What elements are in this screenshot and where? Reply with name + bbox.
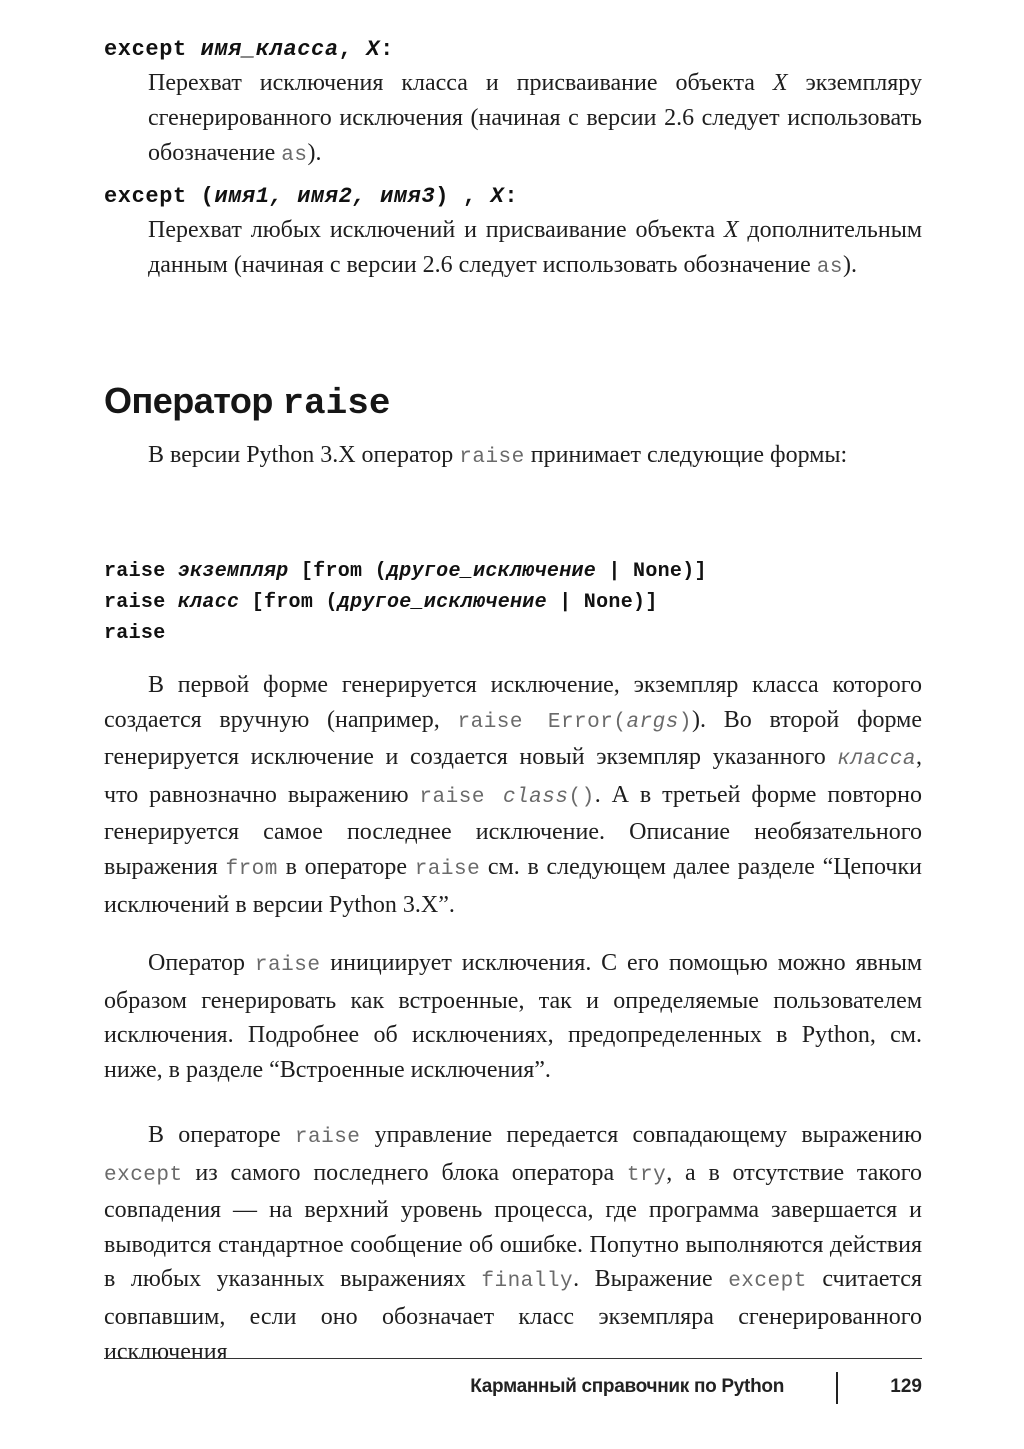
text: . Выражение xyxy=(573,1266,729,1293)
keyword: raise xyxy=(104,622,166,645)
argument: класс xyxy=(177,591,240,614)
page-number: 129 xyxy=(890,1376,922,1397)
code-text: [from ( xyxy=(288,560,387,583)
keyword: raise xyxy=(104,591,166,614)
footer-divider xyxy=(104,1358,922,1359)
intro-paragraph xyxy=(104,438,922,476)
code-as: as xyxy=(816,256,843,279)
inline-code: except xyxy=(104,1163,183,1187)
inline-code: finally xyxy=(481,1270,574,1294)
argument: другое_исключение xyxy=(337,591,547,614)
argument: экземпляр xyxy=(177,560,289,583)
except-tuple-signature xyxy=(104,181,922,213)
book-title: Карманный справочник по Python xyxy=(470,1376,784,1397)
variable: X xyxy=(366,37,381,62)
text: Оператор xyxy=(148,950,255,976)
code-text: | None)] xyxy=(596,560,707,583)
paren-open: ( xyxy=(186,184,215,209)
inline-code: () xyxy=(568,785,595,809)
text: из самого последнего блока оператора xyxy=(182,1159,627,1186)
text: инициирует исключения. С его помощью можно явным образом генерировать как встроенные, так и определяемые пользователем исключения. Подробнее об исключениях, предопределенных в Python, см. ниже, в разделе “Встроенные исключения”. xyxy=(104,950,923,1083)
inline-code: from xyxy=(225,857,278,881)
text: В первой форме генерируется исключение, экземпляр класса которого создается вручную (например, xyxy=(104,672,922,733)
paren-close: ) , xyxy=(435,184,491,209)
code-text: [from ( xyxy=(239,591,338,614)
except-tuple-description xyxy=(148,213,922,285)
text: считается совпавшим, если оно обозначает класс экземпляра сгенерированного исключения xyxy=(104,1266,922,1365)
section-heading xyxy=(104,380,390,424)
text: . А в третьей форме повторно генерируется самое последнее исключение. Описание необязательного выражения xyxy=(104,781,922,880)
except-class-signature xyxy=(104,34,922,66)
inline-code: args xyxy=(626,710,679,734)
except-class-description xyxy=(148,66,922,173)
code-line xyxy=(104,587,922,618)
inline-code: raise Error( xyxy=(457,710,627,734)
text: ). xyxy=(842,252,857,278)
code-as: as xyxy=(281,144,308,167)
code-text: | None)] xyxy=(546,591,658,614)
inline-code: класса xyxy=(837,748,916,772)
argument: другое_исключение xyxy=(386,560,597,583)
text: принимает следующие формы: xyxy=(524,442,848,468)
code-line xyxy=(104,556,922,587)
arguments: имя1, имя2, имя3 xyxy=(214,184,436,209)
text: Перехват исключения класса и присваивание объекта xyxy=(148,70,773,96)
text: ). xyxy=(307,140,322,166)
text: ). Во второй форме генерируется исключение и создается новый экземпляр указанного xyxy=(104,706,922,771)
page-footer xyxy=(104,1372,922,1406)
text: Перехват любых исключений и присваивание объекта xyxy=(148,217,724,243)
argument: имя_класса xyxy=(200,37,339,62)
inline-code: except xyxy=(728,1270,807,1294)
text: , а в отсутствие такого совпадения — на верхний уровень процесса, где программа завершается и выводится стандартное сообщение об ошибке. Попутно выполняются действия в любых указанных выражениях xyxy=(104,1159,923,1293)
raise-forms-code xyxy=(104,556,922,649)
text: В операторе xyxy=(148,1122,295,1148)
except-tuple-entry xyxy=(104,181,922,285)
keyword: except xyxy=(104,184,187,209)
page-content xyxy=(104,34,923,1365)
body-paragraph-1 xyxy=(104,668,922,922)
var-name: X xyxy=(772,70,788,96)
inline-code xyxy=(485,786,503,809)
heading-code: raise xyxy=(282,383,391,424)
body-paragraph-2 xyxy=(104,946,922,1087)
text: см. в следующем далее разделе “Цепочки исключений в версии Python 3.X”. xyxy=(104,853,922,918)
separator: , xyxy=(338,37,367,62)
footer-separator xyxy=(836,1372,838,1404)
keyword: raise xyxy=(104,560,166,583)
inline-code: raise xyxy=(459,446,525,469)
inline-code: class xyxy=(502,785,569,809)
inline-code: ) xyxy=(678,710,692,734)
body-paragraph-3 xyxy=(104,1118,922,1369)
heading-word: Оператор xyxy=(104,380,273,421)
except-class-entry xyxy=(104,34,922,173)
text: управление передается совпадающему выражению xyxy=(360,1122,922,1148)
text: экземпляру сгенерированного исключения (начиная с версии 2.6 следует использовать обозначение xyxy=(148,70,922,166)
colon: : xyxy=(504,184,519,209)
keyword: except xyxy=(104,37,187,62)
code-line xyxy=(104,618,922,649)
colon: : xyxy=(380,37,394,62)
text: В версии Python 3.X оператор xyxy=(148,442,460,468)
inline-code: raise xyxy=(294,1126,361,1149)
inline-code: raise xyxy=(419,785,485,809)
inline-code: raise xyxy=(414,857,481,881)
text: дополнительным данным (начиная с версии 2.6 следует использовать обозначение xyxy=(148,217,923,278)
text: , что равнозначно выражению xyxy=(104,744,922,808)
var-name: X xyxy=(723,217,739,243)
text: в операторе xyxy=(277,853,415,880)
inline-code: raise xyxy=(254,954,321,977)
variable: X xyxy=(490,184,505,209)
inline-code: try xyxy=(626,1163,667,1187)
